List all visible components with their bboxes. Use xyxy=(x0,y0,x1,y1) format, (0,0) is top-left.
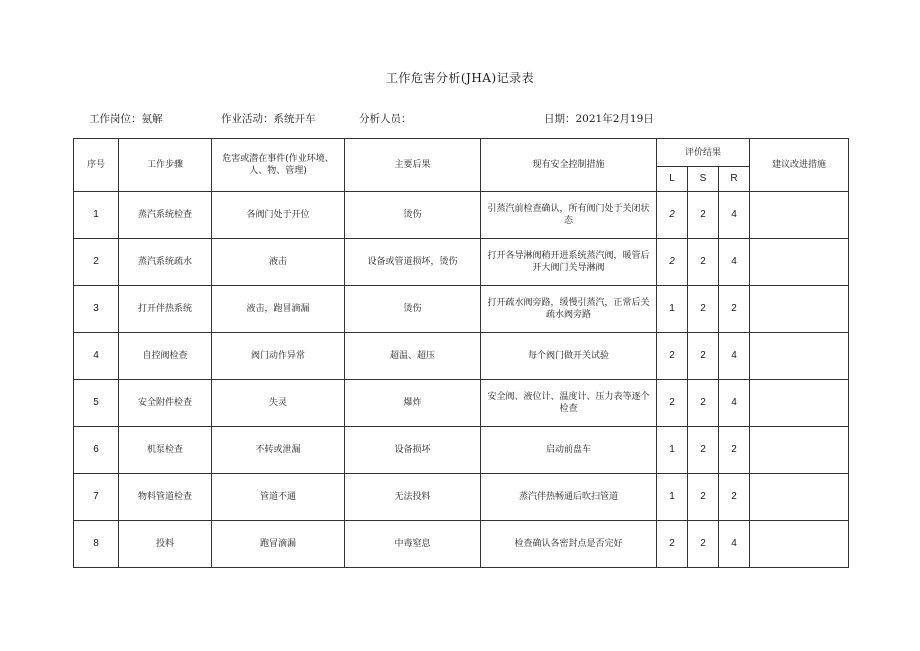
cell-s: 2 xyxy=(688,380,719,427)
cell-hazard: 液击，跑冒滴漏 xyxy=(212,286,345,333)
cell-seq: 8 xyxy=(74,521,119,568)
cell-control: 检查确认各密封点是否完好 xyxy=(481,521,657,568)
cell-step: 自控阀检查 xyxy=(119,333,212,380)
cell-s: 2 xyxy=(688,239,719,286)
cell-hazard: 失灵 xyxy=(212,380,345,427)
header-suggestion: 建议改进措施 xyxy=(750,139,849,192)
cell-control: 引蒸汽前检查确认，所有阀门处于关闭状态 xyxy=(481,192,657,239)
date-label: 日期：2021年2月19日 xyxy=(544,113,654,125)
cell-suggestion xyxy=(750,286,849,333)
cell-seq: 4 xyxy=(74,333,119,380)
cell-s: 2 xyxy=(688,521,719,568)
table-row xyxy=(74,286,849,333)
cell-consequence: 无法投料 xyxy=(345,474,481,521)
table-row xyxy=(74,427,849,474)
header-seq: 序号 xyxy=(74,139,119,192)
cell-seq: 5 xyxy=(74,380,119,427)
cell-consequence: 烫伤 xyxy=(345,192,481,239)
cell-consequence: 爆炸 xyxy=(345,380,481,427)
table-row xyxy=(74,333,849,380)
cell-r: 4 xyxy=(719,521,750,568)
cell-control: 打开各导淋阀稍开进系统蒸汽阀，暖管后开大阀门关导淋阀 xyxy=(481,239,657,286)
cell-hazard: 阀门动作异常 xyxy=(212,333,345,380)
cell-seq: 2 xyxy=(74,239,119,286)
cell-consequence: 超温、超压 xyxy=(345,333,481,380)
header-control: 现有安全控制措施 xyxy=(481,139,657,192)
job-post-label: 工作岗位：氨解 xyxy=(89,113,163,125)
header-r: R xyxy=(719,167,750,192)
cell-suggestion xyxy=(750,333,849,380)
cell-step: 机泵检查 xyxy=(119,427,212,474)
cell-l: 2 xyxy=(657,380,688,427)
cell-r: 4 xyxy=(719,380,750,427)
cell-r: 2 xyxy=(719,427,750,474)
header-hazard: 危害或潜在事件(作业环境、人、物、管理) xyxy=(212,139,345,192)
page-title: 工作危害分析(JHA)记录表 xyxy=(385,71,535,85)
cell-control: 打开疏水阀旁路，缓慢引蒸汽，正常后关疏水阀旁路 xyxy=(481,286,657,333)
header-l: L xyxy=(657,167,688,192)
table-row xyxy=(74,239,849,286)
cell-l: 2 xyxy=(657,333,688,380)
cell-s: 2 xyxy=(688,333,719,380)
table-row xyxy=(74,474,849,521)
cell-suggestion xyxy=(750,521,849,568)
table-row xyxy=(74,192,849,239)
work-activity-label: 作业活动：系统开车 xyxy=(221,113,316,125)
cell-seq: 7 xyxy=(74,474,119,521)
table-row xyxy=(74,380,849,427)
cell-hazard: 各阀门处于开位 xyxy=(212,192,345,239)
cell-l: 1 xyxy=(657,474,688,521)
cell-suggestion xyxy=(750,239,849,286)
cell-l: 2 xyxy=(657,239,688,286)
cell-hazard: 跑冒滴漏 xyxy=(212,521,345,568)
cell-suggestion xyxy=(750,380,849,427)
cell-step: 蒸汽系统检查 xyxy=(119,192,212,239)
cell-r: 2 xyxy=(719,474,750,521)
cell-hazard: 管道不通 xyxy=(212,474,345,521)
cell-s: 2 xyxy=(688,286,719,333)
cell-r: 2 xyxy=(719,286,750,333)
header-s: S xyxy=(688,167,719,192)
header-consequence: 主要后果 xyxy=(345,139,481,192)
cell-step: 打开伴热系统 xyxy=(119,286,212,333)
header-row xyxy=(74,139,849,167)
cell-control: 启动前盘车 xyxy=(481,427,657,474)
cell-step: 投料 xyxy=(119,521,212,568)
cell-r: 4 xyxy=(719,239,750,286)
table-row xyxy=(74,521,849,568)
analyst-label: 分析人员： xyxy=(359,113,412,125)
cell-consequence: 设备损坏 xyxy=(345,427,481,474)
cell-control: 蒸汽伴热畅通后吹扫管道 xyxy=(481,474,657,521)
cell-seq: 1 xyxy=(74,192,119,239)
header-step: 工作步骤 xyxy=(119,139,212,192)
cell-hazard: 液击 xyxy=(212,239,345,286)
cell-l: 1 xyxy=(657,427,688,474)
cell-r: 4 xyxy=(719,333,750,380)
cell-hazard: 不转或泄漏 xyxy=(212,427,345,474)
cell-step: 蒸汽系统疏水 xyxy=(119,239,212,286)
cell-r: 4 xyxy=(719,192,750,239)
cell-step: 物料管道检查 xyxy=(119,474,212,521)
header-evaluation: 评价结果 xyxy=(657,139,750,167)
cell-consequence: 设备或管道损坏，烫伤 xyxy=(345,239,481,286)
cell-s: 2 xyxy=(688,427,719,474)
cell-suggestion xyxy=(750,192,849,239)
cell-l: 2 xyxy=(657,192,688,239)
cell-suggestion xyxy=(750,427,849,474)
cell-control: 每个阀门做开关试验 xyxy=(481,333,657,380)
cell-consequence: 烫伤 xyxy=(345,286,481,333)
cell-step: 安全附件检查 xyxy=(119,380,212,427)
cell-s: 2 xyxy=(688,474,719,521)
cell-control: 安全阀、液位计、温度计、压力表等逐个检查 xyxy=(481,380,657,427)
cell-l: 2 xyxy=(657,521,688,568)
cell-seq: 6 xyxy=(74,427,119,474)
cell-s: 2 xyxy=(688,192,719,239)
cell-consequence: 中毒窒息 xyxy=(345,521,481,568)
cell-seq: 3 xyxy=(74,286,119,333)
cell-suggestion xyxy=(750,474,849,521)
jha-table xyxy=(73,138,849,568)
cell-l: 1 xyxy=(657,286,688,333)
